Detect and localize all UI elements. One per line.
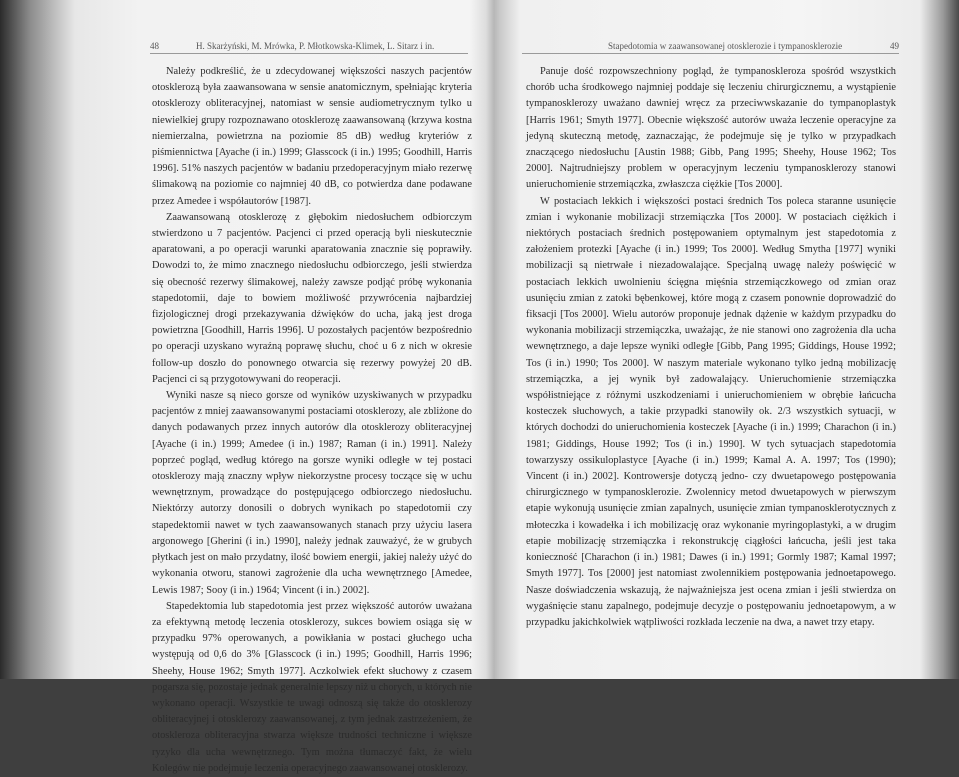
- paragraph: Należy podkreślić, że u zdecydowanej większości naszych pacjentów otosklerozą była zaawansowana w sensie anatomicznym, spełniając kryteria otosklerozy obliteracyjnej, natomiast w sensie audiometrycznym tylko u niewielkiej grupy rozpoznawano otosklerozę zaawansowaną (krzywa kostna niemierzalna, powietrzna na poziomie 85 dB) według kryteriów z piśmiennictwa [Ayache (i in.) 1999; Glasscock (i in.) 1995; Goodhill, Harris 1996]. 51% naszych pacjentów w badaniu przedoperacyjnym miało rezerwę ślimakową na poziomie co najmniej 40 dB, co potwierdza dane podawane przez Amedee i współautorów [1987].: [152, 66, 472, 207]
- paragraph: W postaciach lekkich i większości postaci średnich Tos poleca staranne usunięcie zmian i wykonanie mobilizacji strzemiączka [Tos 2000]. W postaciach ciężkich i niektórych postaciach średnich postępowaniem optymalnym jest stapedotomia z założeniem protezki [Ayache (i in.) 1999; Tos 2000]. Według Smytha [1977] wyniki mobilizacji są nietrwałe i niezadowalające. Specjalną uwagę należy poświęcić w postaciach lekkich uwolnieniu ścięgna mięśnia strzemiączkowego od zmian oraz usunięciu zmian z zatoki bębenkowej, które mogą z czasem ponownie doprowadzić do fiksacji [Tos 2000]. Wielu autorów proponuje jednak dążenie w każdym przypadku do wykonania mobilizacji strzemiączka, uważając, że nie stanowi ono zagrożenia dla ucha wewnętrznego, a daje lepsze wyniki odległe [Gibb, Pang 1995; Giddings, House 1992; Tos (i in.) 1990; Tos 2000]. W naszym materiale wykonano tylko jedną mobilizację strzemiączka, a jej wynik był zadowalający. Unieruchomienie strzemiączka współistniejące z różnymi uszkodzeniami i unieruchomieniem w obrębie łańcucha kosteczek słuchowych, a takie przypadki stanowiły ok. 2/3 wszystkich sytuacji, w których dochodzi do unieruchomienia kosteczek [Ayache (i in.) 1999; Charachon (i in.) 1981; Giddings, House 1992; Tos (i in.) 1990]. W tych sytuacjach stapedotomia towarzyszy ossikuloplastyce [Ayache (i in.) 1999; Kamal A. A. 1997; Tos (1990); Vincent (i in.) 2002]. Kontrowersje dotyczą jedno- czy dwuetapowego postępowania chirurgicznego w tympanosklerozie. Zwolennicy metod dwuetapowych w pierwszym etapie wykonują usunięcie zmian zapalnych, usunięcie zmian tympanosklerotycznych z młoteczka i kowadełka i ich mobilizację oraz wykonanie myringoplastyki, a w drugim etapie mobilizację strzemiączka i rekonstrukcję ciągłości łańcucha, jeśli jest taka konieczność [Charachon (i in.) 1981; Dawes (i in.) 1991; Gormly 1987; Kamal 1997; Smyth 1977]. Tos [2000] jest natomiast zwolennikiem postępowania jednoetapowego. Nasze doświadczenia wskazują, że najważniejsza jest ocena zmian i jeśli stwierdza on wygaśnięcie stanu zapalnego, podejmuje decyzje o postępowaniu jednoetapowym, a w przypadku jakichkolwiek wątpliwości rozkłada leczenie na dwa, a nawet trzy etapy.: [526, 195, 896, 628]
- left-text-column: [152, 64, 472, 777]
- paragraph: Stapedektomia lub stapedotomia jest przez większość autorów uważana za efektywną metodę leczenia otosklerozy, sukces bowiem osiąga się w przypadku 97% operowanych, a powikłania w postaci głuchego ucha występują od 0,6 do 3% [Glasscock (i in.) 1995; Goodhill, Harris 1996; Sheehy, House 1962; Smyth 1977]. Aczkolwiek efekt słuchowy z czasem pogarsza się, pozostaje jednak generalnie lepszy niż u chorych, u których nie wykonano operacji. Wszystkie te uwagi odnoszą się także do otosklerozy obliteracyjnej i otosklerozy zaawansowanej, z tym jednak zastrzeżeniem, że otosklerozа obliteracyjna stwarza większe trudności techniczne i większe ryzyko dla ucha wewnętrznego. Tym można tłumaczyć fakt, że wielu Kolegów nie podejmuje leczenia operacyjnego zaawansowanej otosklerozy.: [152, 600, 472, 774]
- right-page: [494, 0, 959, 679]
- right-text-column: [526, 64, 896, 631]
- running-header-right: [522, 39, 899, 54]
- running-header-left: [150, 39, 468, 54]
- paragraph: Panuje dość rozpowszechniony pogląd, że tympanoskleroza spośród wszystkich chorób ucha środkowego najmniej poddaje się leczeniu chirurgicznemu, a wystąpienie tympanosklerozy uważano dawniej wręcz za przeciwwskazanie do tympanoplastyk [Harris 1961; Smyth 1977]. Obecnie większość autorów uważa leczenie operacyjne za jedyną skuteczną metodę, zaznaczając, że podejmuje się je tylko w przypadkach znaczącego niedosłuchu [Austin 1988; Gibb, Pang 1995; Sheehy, House 1962; Tos 2000]. Najtrudniejszy problem w operacyjnym leczeniu tympanosklerozy stanowi unieruchomienie strzemiączka, zwłaszcza ciężkie [Tos 2000].: [526, 66, 896, 191]
- paragraph: Wyniki nasze są nieco gorsze od wyników uzyskiwanych w przypadku pacjentów z mniej zaawansowanymi postaciami otosklerozy, ale zbliżone do danych podawanych przez innych autorów dla otosklerozy obliteracyjnej [Ayache (i in.) 1999; Amedee (i in.) 1987; Raman (i in.) 1991]. Należy poprzeć pogląd, według którego na gorsze wyniki odległe w tej postaci otosklerozy mają znaczny wpływ niekorzystne procesy toczące się w uchu wewnętrznym, prowadzące do postępującego odbiorczego niedosłuchu. Niektórzy autorzy donosili o dobrych wynikach po stapedotomii czy stapedektomii nawet w tych zaawansowanych stanach przy użyciu lasera argonowego [Gherini (i in.) 1990], należy jednak zauważyć, że w grubych płytkach jest on mało przydatny, ilość bowiem energii, jakiej należy użyć do wykonania otworu, stanowi zagrożenie dla ucha wewnętrznego [Amedee, Lewis 1987; Sooy (i in.) 1964; Vincent (i in.) 2002].: [152, 390, 472, 596]
- page-number: 49: [890, 41, 899, 51]
- page-number: 48: [150, 41, 159, 51]
- header-title: Stapedotomia w zaawansowanej otosklerozie i tympanosklerozie: [608, 41, 843, 51]
- header-authors: H. Skarżyński, M. Mrówka, P. Młotkowska-Klimek, L. Sitarz i in.: [196, 41, 435, 51]
- paragraph: Zaawansowaną otosklerozę z głębokim niedosłuchem odbiorczym stwierdzono u 7 pacjentów. Pacjenci ci przed operacją byli nieskutecznie aparatowani, a po operacji warunki aparatowania znacznie się poprawiły. Dowodzi to, że mimo znacznego niedosłuchu odbiorczego, jeśli stwierdza się obecność rezerwy ślimakowej, należy zawsze podjąć próbę wykonania stapedotomii, daje to bowiem możliwość przywrócenia najbardziej fizjologicznej drogi przekazywania dźwięków do ucha, jaką jest droga powietrzna [Goodhill, Harris 1996]. U pozostałych pacjentów bezpośrednio po operacji uzyskano wyraźną poprawę słuchu, choć u 6 z nich w okresie follow-up doszło do ponownego otwarcia się rezerwy powyżej 20 dB. Pacjenci ci są przygotowywani do reoperacji.: [152, 211, 472, 385]
